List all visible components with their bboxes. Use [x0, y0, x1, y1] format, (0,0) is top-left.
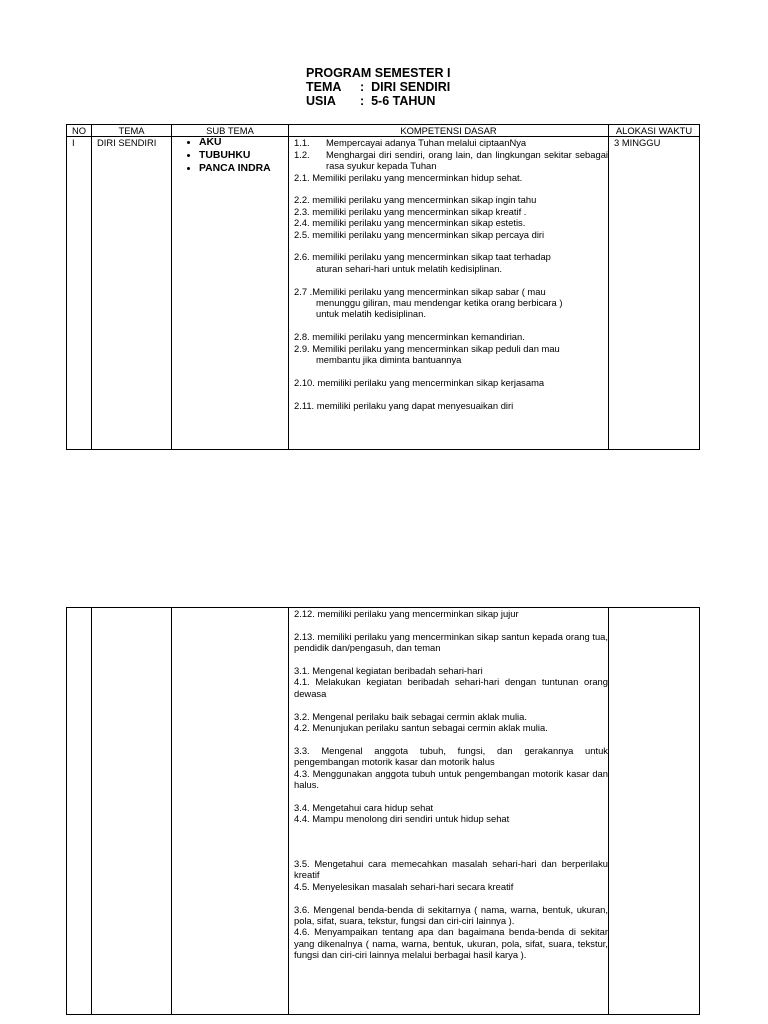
header-no: NO — [67, 125, 92, 137]
list-item: • AKU — [199, 137, 288, 150]
usia-value: : 5-6 TAHUN — [360, 94, 436, 108]
header-alokasi-waktu: ALOKASI WAKTU — [609, 125, 700, 137]
kd-item-continuation: untuk melatih kedisiplinan. — [316, 308, 426, 320]
kd-item: 2.2. memiliki perilaku yang mencerminkan sikap ingin tahu — [294, 194, 537, 206]
kd-item: 4.4. Mampu menolong diri sendiri untuk hidup sehat — [294, 813, 510, 825]
cell-no: I — [67, 137, 92, 450]
sub-tema-list — [177, 137, 288, 175]
document-header — [306, 66, 450, 108]
cell-tema: DIRI SENDIRI — [92, 137, 172, 450]
kd-item: 2.10. memiliki perilaku yang mencerminkan sikap kerjasama — [294, 376, 545, 388]
kd-item: 1.1. Mempercayai adanya Tuhan melalui ciptaanNya — [294, 137, 527, 149]
table-header-row — [67, 125, 700, 137]
kd-item: 2.9. Memiliki perilaku yang mencerminkan sikap peduli dan mau — [294, 342, 560, 354]
kd-item: 1.2. Menghargai diri sendiri, orang lain, dan lingkungan sekitar sebagai rasa syukur kepada Tuhan — [294, 148, 608, 172]
cell-no — [67, 608, 92, 1015]
tema-line — [306, 80, 450, 94]
program-table-part-2 — [66, 607, 700, 1015]
kd-item-continuation: aturan sehari-hari untuk melatih kedisiplinan. — [316, 262, 503, 274]
kd-item: 2.5. memiliki perilaku yang mencerminkan sikap percaya diri — [294, 228, 545, 240]
list-item: • PANCA INDRA — [199, 163, 288, 176]
kd-item: 3.6. Mengenal benda-benda di sekitarnya ( nama, warna, bentuk, ukuran, pola, sifat, suara, tekstur, fungsi dan ciri-ciri lainnya ). — [294, 903, 608, 927]
kd-item: 3.5. Mengetahui cara memecahkan masalah sehari-hari dan berperilaku kreatif — [294, 858, 608, 881]
kd-item: 2.13. memiliki perilaku yang mencerminkan sikap santun kepada orang tua, pendidik dan/pengasuh, dan teman — [294, 630, 608, 654]
document-title: PROGRAM SEMESTER I — [306, 66, 451, 80]
cell-kompetensi-dasar — [289, 608, 609, 1015]
kd-item: 2.7 .Memiliki perilaku yang mencerminkan sikap sabar ( mau — [294, 285, 546, 297]
tema-value: : DIRI SENDIRI — [360, 80, 451, 94]
cell-alokasi-waktu: 3 MINGGU — [609, 137, 700, 450]
cell-sub-tema — [172, 608, 289, 1015]
kd-item: 2.4. memiliki perilaku yang mencerminkan sikap estetis. — [294, 217, 526, 229]
kd-item: 3.3. Mengenal anggota tubuh, fungsi, dan gerakannya untuk pengembangan motorik kasar dan motorik halus — [294, 744, 608, 768]
kd-item: 2.6. memiliki perilaku yang mencerminkan sikap taat terhadap — [294, 251, 551, 263]
cell-kompetensi-dasar — [289, 137, 609, 450]
kd-item: 2.1. Memiliki perilaku yang mencerminkan hidup sehat. — [294, 171, 523, 183]
usia-label: USIA — [306, 94, 336, 108]
kd-item: 3.4. Mengetahui cara hidup sehat — [294, 801, 434, 813]
cell-sub-tema — [172, 137, 289, 450]
header-kompetensi-dasar: KOMPETENSI DASAR — [289, 125, 609, 137]
tema-label: TEMA — [306, 80, 342, 94]
program-table-part-1 — [66, 124, 700, 450]
cell-alokasi-waktu — [609, 608, 700, 1015]
kd-item: 3.1. Mengenal kegiatan beribadah sehari-hari — [294, 665, 483, 676]
kd-item: 2.12. memiliki perilaku yang mencerminkan sikap jujur — [294, 608, 519, 619]
kd-item: 4.2. Menunjukan perilaku santun sebagai cermin aklak mulia. — [294, 722, 548, 734]
kd-item: 4.3. Menggunakan anggota tubuh untuk pengembangan motorik kasar dan halus. — [294, 767, 608, 791]
kd-item-continuation: menunggu giliran, mau mendengar ketika orang berbicara ) — [316, 297, 563, 309]
kd-item: 3.2. Mengenal perilaku baik sebagai cermin aklak mulia. — [294, 710, 527, 722]
kd-item: 2.8. memiliki perilaku yang mencerminkan kemandirian. — [294, 331, 525, 343]
kd-item: 4.6. Menyampaikan tentang apa dan bagaimana benda-benda di sekitar yang dikenalnya ( nama, warna, bentuk, ukuran, pola, sifat, suara, tekstur, fungsi dan ciri-ciri lainnya melalui berbagai hasil karya ). — [294, 926, 608, 961]
usia-line — [306, 94, 450, 108]
kd-item: 2.3. memiliki perilaku yang mencerminkan sikap kreatif . — [294, 205, 527, 217]
kd-item: 4.1. Melakukan kegiatan beribadah sehari-hari dengan tuntunan orang dewasa — [294, 676, 608, 699]
kd-item-continuation: membantu jika diminta bantuannya — [316, 354, 462, 366]
kd-item: 2.11. memiliki perilaku yang dapat menyesuaikan diri — [294, 399, 514, 411]
header-tema: TEMA — [92, 125, 172, 137]
kd-item: 4.5. Menyelesikan masalah sehari-hari secara kreatif — [294, 880, 514, 892]
cell-tema — [92, 608, 172, 1015]
table-row — [67, 137, 700, 450]
table-row — [67, 608, 700, 1015]
list-item: • TUBUHKU — [199, 150, 288, 163]
header-sub-tema: SUB TEMA — [172, 125, 289, 137]
